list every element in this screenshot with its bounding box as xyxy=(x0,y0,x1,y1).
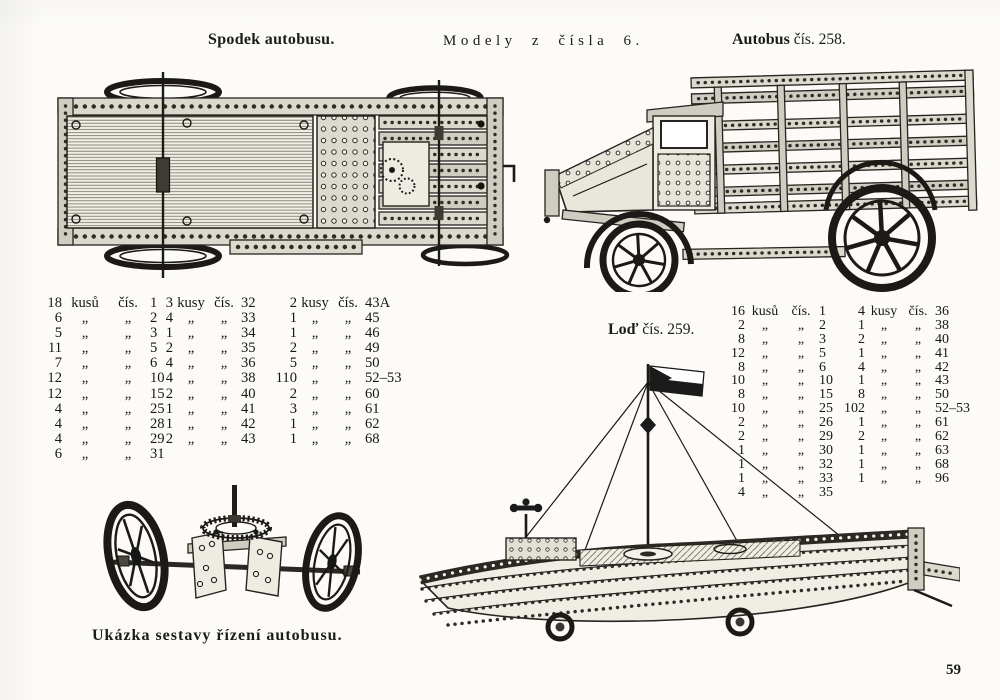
ditto-mark: „ xyxy=(914,387,922,403)
ditto-mark: „ xyxy=(914,317,922,333)
quantity-cell: 2 xyxy=(738,415,745,431)
quantity-cell: 1 xyxy=(858,345,865,361)
ditto-mark: „ xyxy=(344,325,352,342)
crank-handle xyxy=(503,166,514,182)
part-number-cell: 1 xyxy=(819,304,826,319)
unit-word-cell: kusy xyxy=(177,295,205,311)
ditto-mark: „ xyxy=(761,387,769,403)
ditto-mark: „ xyxy=(124,415,132,432)
bus-model-name: Autobus xyxy=(732,31,790,48)
ditto-mark: „ xyxy=(880,470,888,486)
part-number-cell: 63 xyxy=(935,442,949,458)
quantity-cell: 1 xyxy=(858,470,865,486)
ditto-mark: „ xyxy=(220,415,228,432)
part-number-cell: 61 xyxy=(935,415,949,431)
ditto-mark: „ xyxy=(187,430,195,447)
ditto-mark: „ xyxy=(81,430,89,447)
quantity-cell: 11 xyxy=(47,340,62,357)
ditto-mark: „ xyxy=(797,331,805,347)
part-number-cell: 29 xyxy=(819,429,833,445)
part-number-cell: 36 xyxy=(241,355,256,372)
ditto-mark: „ xyxy=(914,442,922,458)
quantity-cell: 1 xyxy=(165,415,173,432)
quantity-cell: 4 xyxy=(165,370,173,387)
quantity-cell: 3 xyxy=(165,295,173,311)
part-number-cell: 62 xyxy=(365,415,380,432)
ditto-mark: „ xyxy=(761,373,769,389)
steering-assembly-drawing xyxy=(88,482,380,624)
parts-list-chassis-col3 xyxy=(259,296,411,447)
ditto-mark: „ xyxy=(797,345,805,361)
quantity-cell: 1 xyxy=(738,456,745,472)
part-number-cell: 43 xyxy=(935,373,949,389)
part-number-cell: 33 xyxy=(819,470,833,486)
ditto-mark: „ xyxy=(187,400,195,417)
part-number-cell: 25 xyxy=(150,400,165,417)
quantity-cell: 1 xyxy=(738,470,745,486)
ditto-mark: „ xyxy=(81,445,89,462)
quantity-cell: 16 xyxy=(731,304,745,319)
quantity-cell: 2 xyxy=(165,385,173,402)
part-number-cell: 6 xyxy=(150,355,158,372)
ditto-mark: „ xyxy=(344,355,352,372)
ditto-mark: „ xyxy=(220,370,228,387)
part-number-cell: 10 xyxy=(819,373,833,389)
ditto-mark: „ xyxy=(914,470,922,486)
part-number-cell: 6 xyxy=(819,359,826,375)
quantity-cell: 8 xyxy=(858,387,865,403)
stern-rudder xyxy=(908,528,960,606)
ditto-mark: „ xyxy=(187,325,195,342)
part-number-cell: 60 xyxy=(365,385,380,402)
ditto-mark: „ xyxy=(311,310,319,327)
ditto-mark: „ xyxy=(344,415,352,432)
part-number-cell: 35 xyxy=(819,484,833,500)
part-number-cell: 29 xyxy=(150,430,165,447)
ditto-mark: „ xyxy=(914,331,922,347)
ditto-mark: „ xyxy=(311,400,319,417)
quantity-cell: 8 xyxy=(738,387,745,403)
part-number-cell: 3 xyxy=(150,325,158,342)
quantity-cell: 10 xyxy=(731,373,745,389)
ditto-mark: „ xyxy=(797,317,805,333)
ditto-mark: „ xyxy=(124,340,132,357)
quantity-cell: 1 xyxy=(858,442,865,458)
part-number-cell: 46 xyxy=(365,325,380,342)
part-number-cell: 50 xyxy=(935,387,949,403)
ditto-mark: „ xyxy=(797,470,805,486)
ditto-mark: „ xyxy=(81,415,89,432)
part-number-cell: 10 xyxy=(150,370,165,387)
ditto-mark: „ xyxy=(187,415,195,432)
part-number-cell: 96 xyxy=(935,470,949,486)
ditto-mark: „ xyxy=(797,456,805,472)
flag xyxy=(650,366,704,396)
part-number-cell: 26 xyxy=(819,415,833,431)
ditto-mark: „ xyxy=(914,415,922,431)
quantity-cell: 4 xyxy=(858,359,865,375)
ditto-mark: „ xyxy=(880,429,888,445)
part-number-cell: 52–53 xyxy=(365,370,402,387)
ditto-mark: „ xyxy=(914,359,922,375)
ditto-mark: „ xyxy=(344,340,352,357)
part-number-cell: 62 xyxy=(935,429,949,445)
ditto-mark: „ xyxy=(311,415,319,432)
ditto-mark: „ xyxy=(187,340,195,357)
part-number-cell: 3 xyxy=(819,331,826,347)
part-number-cell: 33 xyxy=(241,310,256,327)
steering-right-wheel xyxy=(298,511,366,613)
unit-word-cell: kusů xyxy=(751,304,779,319)
quantity-cell: 1 xyxy=(165,325,173,342)
page-number: 59 xyxy=(946,662,961,678)
bus-chassis-drawing xyxy=(35,66,517,290)
number-word-cell: čís. xyxy=(118,295,138,311)
ditto-mark: „ xyxy=(187,355,195,372)
part-number-cell: 32 xyxy=(241,295,256,311)
number-word-cell: čís. xyxy=(338,295,358,311)
quantity-cell: 2 xyxy=(858,429,865,445)
ditto-mark: „ xyxy=(81,400,89,417)
quantity-cell: 5 xyxy=(289,355,297,372)
quantity-cell: 2 xyxy=(289,340,297,357)
steering-column xyxy=(228,485,241,527)
part-number-cell: 5 xyxy=(819,345,826,361)
quantity-cell: 6 xyxy=(54,445,62,462)
part-number-cell: 49 xyxy=(365,340,380,357)
quantity-cell: 1 xyxy=(289,310,297,327)
ditto-mark: „ xyxy=(220,430,228,447)
ditto-mark: „ xyxy=(187,385,195,402)
ditto-mark: „ xyxy=(124,430,132,447)
ditto-mark: „ xyxy=(914,429,922,445)
quantity-cell: 102 xyxy=(844,401,865,417)
ditto-mark: „ xyxy=(880,373,888,389)
quantity-cell: 8 xyxy=(738,359,745,375)
ditto-mark: „ xyxy=(220,400,228,417)
part-number-cell: 34 xyxy=(241,325,256,342)
quantity-cell: 1 xyxy=(165,400,173,417)
front-wheel xyxy=(603,224,675,292)
quantity-cell: 12 xyxy=(47,370,62,387)
ditto-mark: „ xyxy=(761,456,769,472)
ditto-mark: „ xyxy=(81,340,89,357)
part-number-cell: 38 xyxy=(241,370,256,387)
quantity-cell: 18 xyxy=(47,295,62,311)
quantity-cell: 1 xyxy=(858,317,865,333)
part-number-cell: 38 xyxy=(935,317,949,333)
ditto-mark: „ xyxy=(124,325,132,342)
quantity-cell: 4 xyxy=(165,310,173,327)
ship-model-label xyxy=(608,321,694,339)
ditto-mark: „ xyxy=(880,345,888,361)
part-number-cell: 41 xyxy=(241,400,256,417)
ditto-mark: „ xyxy=(220,310,228,327)
mast xyxy=(640,364,656,566)
ditto-mark: „ xyxy=(761,429,769,445)
ditto-mark: „ xyxy=(81,355,89,372)
unit-word-cell: kusů xyxy=(71,295,99,311)
ditto-mark: „ xyxy=(797,387,805,403)
ditto-mark: „ xyxy=(311,370,319,387)
part-number-cell: 40 xyxy=(935,331,949,347)
quantity-cell: 4 xyxy=(165,355,173,372)
cab-window xyxy=(661,121,707,148)
bus-model-number: čís. 258. xyxy=(793,31,846,48)
ditto-mark: „ xyxy=(311,355,319,372)
ditto-mark: „ xyxy=(880,401,888,417)
steering-left-wheel xyxy=(99,500,173,613)
ditto-mark: „ xyxy=(220,325,228,342)
part-number-cell: 52–53 xyxy=(935,401,970,417)
part-number-cell: 15 xyxy=(819,387,833,403)
part-number-cell: 5 xyxy=(150,340,158,357)
quantity-cell: 4 xyxy=(54,430,62,447)
starter-crank xyxy=(544,217,550,223)
part-number-cell: 43A xyxy=(365,295,391,311)
ditto-mark: „ xyxy=(797,359,805,375)
unit-word-cell: kusy xyxy=(870,304,898,319)
part-number-cell: 1 xyxy=(150,295,158,311)
ditto-mark: „ xyxy=(880,442,888,458)
ditto-mark: „ xyxy=(220,355,228,372)
ditto-mark: „ xyxy=(797,484,805,500)
part-number-cell: 25 xyxy=(819,401,833,417)
part-number-cell: 42 xyxy=(935,359,949,375)
ditto-mark: „ xyxy=(311,340,319,357)
part-number-cell: 41 xyxy=(935,345,949,361)
quantity-cell: 2 xyxy=(858,331,865,347)
ditto-mark: „ xyxy=(220,385,228,402)
quantity-cell: 10 xyxy=(731,401,745,417)
part-number-cell: 35 xyxy=(241,340,256,357)
quantity-cell: 4 xyxy=(738,484,745,500)
quantity-cell: 4 xyxy=(54,415,62,432)
ditto-mark: „ xyxy=(124,385,132,402)
ditto-mark: „ xyxy=(344,430,352,447)
part-number-cell: 28 xyxy=(150,415,165,432)
ship-drawing xyxy=(408,356,960,652)
part-number-cell: 61 xyxy=(365,400,380,417)
ship-model-number: čís. 259. xyxy=(642,321,695,338)
ditto-mark: „ xyxy=(914,401,922,417)
ditto-mark: „ xyxy=(344,370,352,387)
ditto-mark: „ xyxy=(761,331,769,347)
ditto-mark: „ xyxy=(124,355,132,372)
ditto-mark: „ xyxy=(81,370,89,387)
bus-cargo-body xyxy=(691,70,977,218)
quantity-cell: 1 xyxy=(289,430,297,447)
ditto-mark: „ xyxy=(124,370,132,387)
ditto-mark: „ xyxy=(761,415,769,431)
ditto-mark: „ xyxy=(880,331,888,347)
part-number-cell: 50 xyxy=(365,355,380,372)
ditto-mark: „ xyxy=(220,340,228,357)
ditto-mark: „ xyxy=(187,370,195,387)
quantity-cell: 1 xyxy=(858,415,865,431)
part-number-cell: 68 xyxy=(365,430,380,447)
quantity-cell: 2 xyxy=(289,385,297,402)
ditto-mark: „ xyxy=(761,484,769,500)
quantity-cell: 1 xyxy=(858,456,865,472)
ditto-mark: „ xyxy=(761,470,769,486)
part-number-cell: 43 xyxy=(241,430,256,447)
bus-hood xyxy=(544,128,653,223)
bus-model-label xyxy=(732,31,846,49)
part-number-cell: 31 xyxy=(150,445,165,462)
ditto-mark: „ xyxy=(797,429,805,445)
ditto-mark: „ xyxy=(81,310,89,327)
number-word-cell: čís. xyxy=(908,304,928,319)
chassis-caption: Spodek autobusu. xyxy=(208,31,335,48)
ditto-mark: „ xyxy=(311,430,319,447)
ditto-mark: „ xyxy=(914,456,922,472)
ship-model-name: Loď xyxy=(608,321,639,338)
series-title: Modely z čísla 6. xyxy=(443,33,644,49)
quantity-cell: 5 xyxy=(54,325,62,342)
ditto-mark: „ xyxy=(124,310,132,327)
chassis-bottom-strip xyxy=(230,240,362,254)
quantity-cell: 4 xyxy=(54,400,62,417)
bus-drawing xyxy=(543,58,981,292)
unit-word-cell: kusy xyxy=(301,295,329,311)
quantity-cell: 2 xyxy=(165,430,173,447)
quantity-cell: 8 xyxy=(738,331,745,347)
ditto-mark: „ xyxy=(344,400,352,417)
ditto-mark: „ xyxy=(81,325,89,342)
quantity-cell: 6 xyxy=(54,310,62,327)
ditto-mark: „ xyxy=(761,359,769,375)
quantity-cell: 2 xyxy=(738,317,745,333)
ditto-mark: „ xyxy=(761,401,769,417)
ditto-mark: „ xyxy=(761,317,769,333)
number-word-cell: čís. xyxy=(214,295,234,311)
quantity-cell: 12 xyxy=(47,385,62,402)
quantity-cell: 12 xyxy=(731,345,745,361)
part-number-cell: 68 xyxy=(935,456,949,472)
ditto-mark: „ xyxy=(797,373,805,389)
ditto-mark: „ xyxy=(914,345,922,361)
part-number-cell: 40 xyxy=(241,385,256,402)
ditto-mark: „ xyxy=(344,385,352,402)
ditto-mark: „ xyxy=(880,387,888,403)
quantity-cell: 2 xyxy=(289,295,297,311)
chassis-perforated-plate xyxy=(317,116,375,228)
quantity-cell: 1 xyxy=(858,373,865,389)
ditto-mark: „ xyxy=(81,385,89,402)
quantity-cell: 4 xyxy=(858,304,865,319)
quantity-cell: 2 xyxy=(165,340,173,357)
quantity-cell: 110 xyxy=(275,370,297,387)
ditto-mark: „ xyxy=(880,317,888,333)
deck-cabin xyxy=(506,538,576,560)
chassis-mechanism xyxy=(379,116,487,225)
winch-fitting xyxy=(510,498,542,538)
steering-caption: Ukázka sestavy řízení autobusu. xyxy=(92,627,343,644)
mast-truck xyxy=(640,416,656,434)
radiator xyxy=(545,170,559,216)
part-number-cell: 45 xyxy=(365,310,380,327)
rear-wheel xyxy=(832,188,932,288)
quantity-cell: 1 xyxy=(289,415,297,432)
ditto-mark: „ xyxy=(311,385,319,402)
ditto-mark: „ xyxy=(344,310,352,327)
ditto-mark: „ xyxy=(797,442,805,458)
ditto-mark: „ xyxy=(761,442,769,458)
part-number-cell: 32 xyxy=(819,456,833,472)
ditto-mark: „ xyxy=(187,310,195,327)
quantity-cell: 2 xyxy=(738,429,745,445)
ditto-mark: „ xyxy=(914,373,922,389)
quantity-cell: 1 xyxy=(289,325,297,342)
ditto-mark: „ xyxy=(761,345,769,361)
quantity-cell: 3 xyxy=(289,400,297,417)
chassis-floor-plate xyxy=(67,116,313,228)
part-number-cell: 42 xyxy=(241,415,256,432)
ditto-mark: „ xyxy=(880,415,888,431)
quantity-cell: 1 xyxy=(738,442,745,458)
ditto-mark: „ xyxy=(124,445,132,462)
ditto-mark: „ xyxy=(880,359,888,375)
number-word-cell: čís. xyxy=(791,304,811,319)
ditto-mark: „ xyxy=(311,325,319,342)
part-number-cell: 30 xyxy=(819,442,833,458)
bus-cab xyxy=(647,102,723,210)
part-number-cell: 15 xyxy=(150,385,165,402)
ditto-mark: „ xyxy=(797,401,805,417)
part-number-cell: 2 xyxy=(819,317,826,333)
ditto-mark: „ xyxy=(124,400,132,417)
quantity-cell: 7 xyxy=(54,355,62,372)
part-number-cell: 2 xyxy=(150,310,158,327)
ditto-mark: „ xyxy=(880,456,888,472)
part-number-cell: 36 xyxy=(935,304,949,319)
ditto-mark: „ xyxy=(797,415,805,431)
